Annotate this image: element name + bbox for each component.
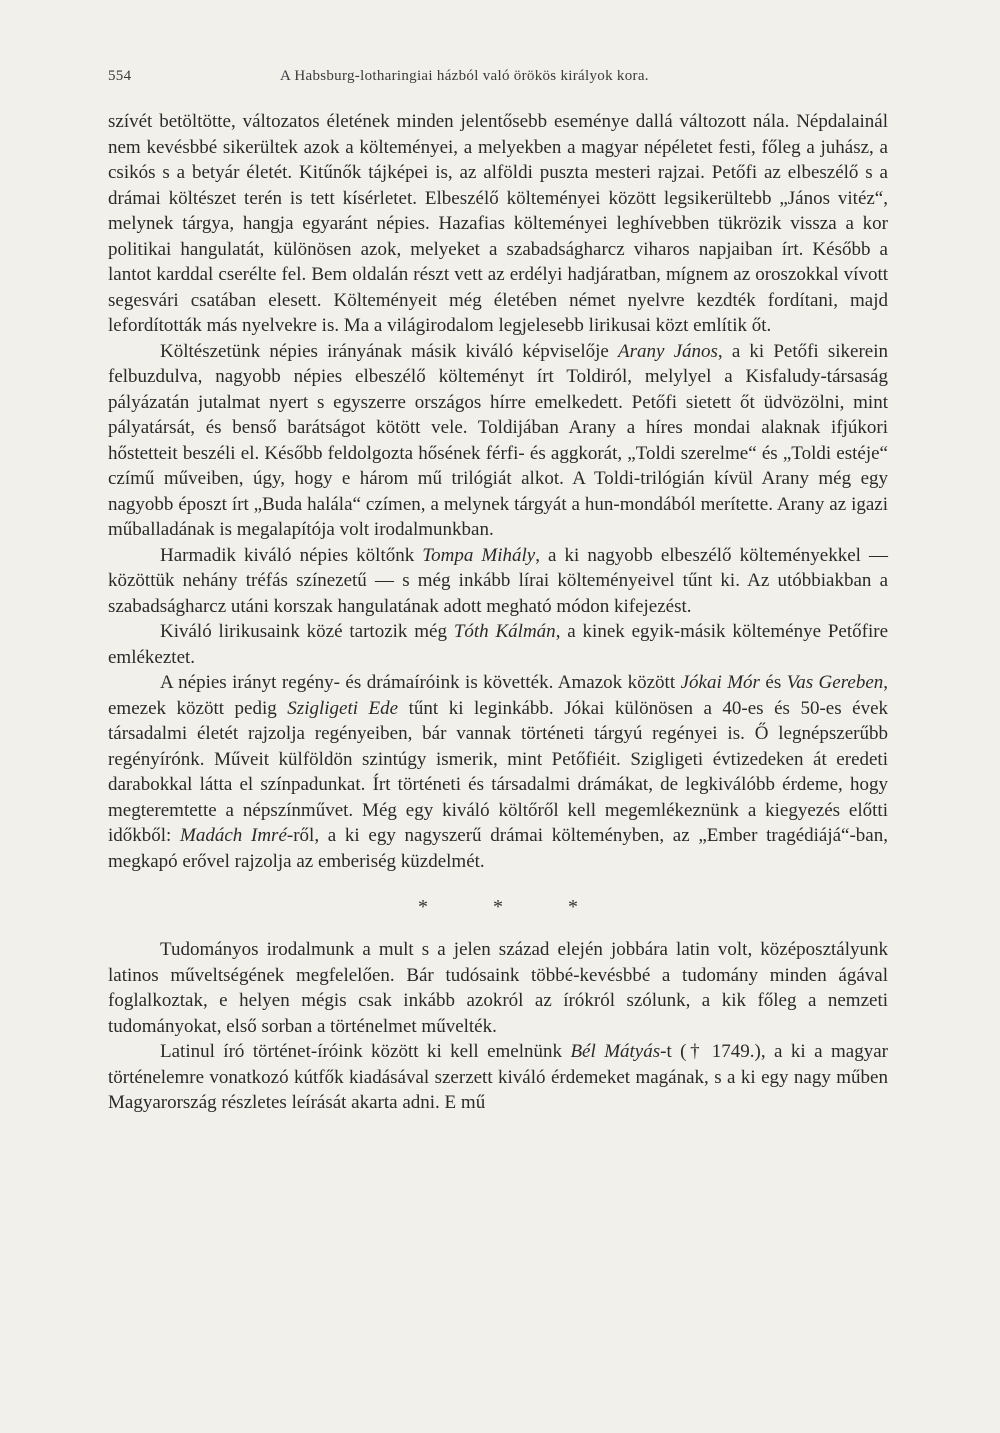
italic-name: Tóth Kálmán — [453, 621, 556, 642]
text-run: , a ki nagyobb elbeszélő költeményekkel — közöttük nehány tréfás színezetű — s még inkább lírai költeményeivel tűnt ki. Az utóbbiakban a szabadságharcz utáni korszak hangulatának adott megható módon kifejezést. — [108, 544, 888, 617]
text-run: Költészetünk népies irányának másik kiváló képviselője — [160, 340, 618, 362]
text-run: , a kinek egyik-másik költeménye Petőfire emlékeztet. — [108, 621, 888, 668]
text-run: A népies irányt regény- és drámaíróink is követték. Amazok között — [160, 672, 681, 693]
text-run: , a ki Petőfi sikerein felbuzdulva, nagyobb népies elbeszélő költeményt írt Toldiról, melylyel a Kisfaludy-társaság pályázatán jutalmat nyert s egyszerre országos hírre emelkedett. Petőfi sietett őt üdvözölni, mint pályatársát, és benső barátságot kötött vele. Toldijában Arany a híres mondai alaknak ifjúkori hőstetteit beszéli el. Később feldolgozta hősének férfi- és aggkorát, „Toldi szerelme“ és „Toldi estéje“ czímű műveiben, úgy, hogy e három mű trilógiát alkot. A Toldi-trilógián kívül Arany még egy nagyobb époszt írt „Buda halála“ czímen, a melynek tárgyát a hun-mondából merítette. Arany az igazi műballadának is megalapítója volt irodalmunkban. — [108, 340, 889, 540]
italic-name: Vas Gereben — [786, 672, 884, 693]
italic-name: Jókai Mór — [680, 672, 760, 693]
italic-name: Bél Mátyás — [570, 1041, 661, 1062]
body-text — [108, 109, 888, 1116]
text-run: -t († 1749.), a ki a magyar történelemre vonatkozó kútfők kiadásával szerzett kiváló érdemeket magának, s a ki egy nagy műben Magyarország részletes leírását akarta adni. E mű — [108, 1041, 888, 1113]
text-run: és — [759, 672, 787, 693]
paragraph — [108, 339, 888, 543]
paragraph — [108, 670, 888, 874]
text-run: Harmadik kiváló népies költőnk — [160, 544, 423, 566]
section-separator: * * * — [418, 896, 608, 918]
italic-name: Arany János — [618, 340, 718, 362]
text-run: Tudományos irodalmunk a mult s a jelen század elején jobbára latin volt, középosztályunk latinos műveltségének megfelelően. Bár tudósaink többé-kevésbbé a tudomány minden ágával foglalkoztak, e helyen mégis csak inkább azokról az írókról szólunk, a kik főleg a nemzeti tudományokat, első sorban a történelmet művelték. — [108, 939, 888, 1037]
text-run: szívét betöltötte, változatos életének minden jelentősebb eseménye dallá változott nála. Népdalainál nem kevésbbé sikerültek azok a költeményei, a melyekben a magyar népéletet festi, főleg a juhász, a csikós s a betyár életét. Kitűnők tájképei is, az alföldi puszta mesteri rajzai. Petőfi az elbeszélő s a drámai költészet terén is tett kísérletet. Elbeszélő költeményei között legsikerültebb „János vitéz“, melynek tárgya, hangja egyaránt népies. Hazafias költeményei leghívebben tükrözik vissza a kor politikai hangulatát, különösen azok, melyeket a szabadságharcz viharos napjaiban írt. Később a lantot karddal cserélte fel. Bem oldalán részt vett az erdélyi hadjáratban, mígnem az oroszokkal vívott segesvári csatában elesett. Költeményeit még életében német nyelvre kezdték fordítani, majd lefordították más nyelvekre is. Ma a világirodalom legjelesebb lirikusai közt említik őt. — [108, 111, 888, 336]
italic-name: Szigligeti Ede — [287, 697, 399, 719]
paragraph — [108, 619, 888, 670]
text-run: Latinul író történet-íróink között ki kell emelnünk — [160, 1041, 571, 1062]
text-run: tűnt ki leginkább. Jókai különösen a 40-es és 50-es évek társadalmi életét rajzolja regényeiben, bár vannak történeti tárgyú regényei is. Ő legnépszerűbb regényírónk. Műveit külföldön szintúgy ismerik, mint Petőfiéit. Szigligeti évtizedeken át eredeti darabokkal látta el színpadunkat. Írt történeti és társadalmi drámákat, de legkiválóbb érdeme, hogy megteremtette a népszínművet. Még egy kiváló költőről kell megemlékeznünk a kiegyezés előtti időkből: — [108, 697, 888, 846]
text-run: , emezek között pedig — [108, 672, 889, 719]
italic-name: Madách Imré — [180, 825, 287, 846]
italic-name: Tompa Mihály — [422, 544, 536, 566]
paragraph — [108, 543, 888, 620]
running-head: A Habsburg-lotharingiai házból való örökös királyok kora. — [280, 68, 649, 84]
text-run: -ről, a ki egy nagyszerű drámai költeményben, az „Ember tragédiájá“-ban, megkapó erővel rajzolja az emberiség küzdelmét. — [108, 825, 888, 872]
page-number: 554 — [108, 68, 132, 84]
paragraph — [108, 109, 888, 339]
paragraph — [108, 937, 888, 1039]
paragraph — [108, 1039, 888, 1116]
text-run: Kiváló lirikusaink közé tartozik még — [160, 621, 454, 642]
page-header — [108, 68, 888, 85]
